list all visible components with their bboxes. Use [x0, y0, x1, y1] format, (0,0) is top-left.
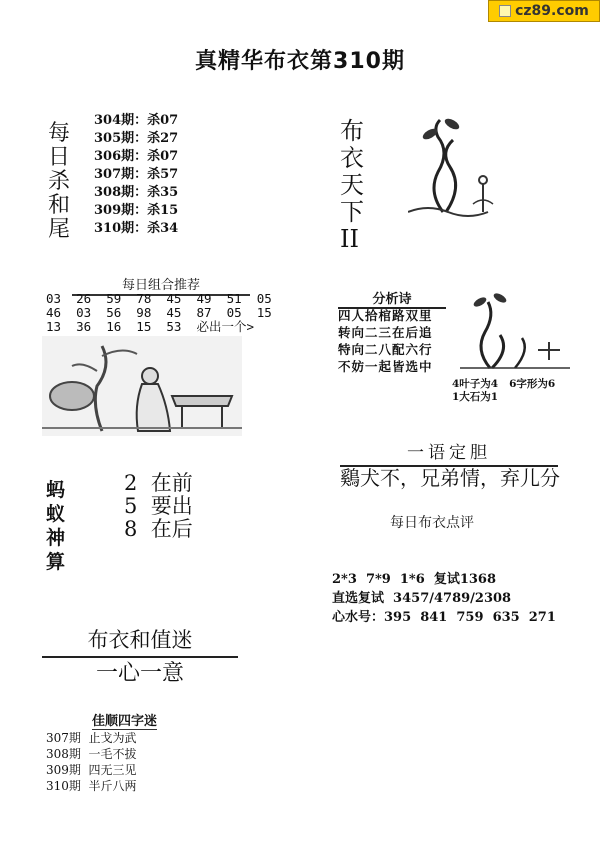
- list-item: 306期：杀07: [94, 149, 179, 164]
- poem-line: 不妨一起皆选中: [338, 359, 433, 374]
- daily-kill-label-char: 和: [48, 193, 71, 218]
- list-item: 310期：杀34: [94, 221, 179, 236]
- right-heading-char: 下: [340, 198, 364, 226]
- sprout-illustration: [408, 112, 518, 220]
- badge-square-icon: [499, 5, 511, 17]
- poem-line: 四人拾棺路双里: [338, 308, 433, 323]
- combo-line: 13 36 16 15 53 必出一个>: [46, 319, 255, 334]
- list-item: 305期：杀27: [94, 131, 179, 146]
- ant-god-picks: [124, 472, 193, 541]
- sage-illustration: [42, 336, 242, 436]
- list-item: 309期：杀15: [94, 203, 179, 218]
- right-heading: [340, 118, 364, 253]
- daily-kill-list: [94, 112, 178, 238]
- combo-title: 每日组合推荐: [72, 274, 250, 296]
- number-picks: [332, 570, 556, 627]
- ant-pick: 5 要出: [124, 494, 193, 518]
- right-heading-char: II: [340, 225, 359, 253]
- daily-kill-label: [48, 122, 70, 242]
- ant-god-label-char: 神: [46, 527, 66, 549]
- number-line: 直选复试 3457/4789/2308: [332, 591, 512, 606]
- ant-god-label-char: 蚁: [46, 503, 66, 525]
- daily-kill-label-char: 每: [48, 121, 71, 146]
- ant-god-label-char: 算: [46, 551, 66, 573]
- right-heading-char: 布: [340, 117, 364, 145]
- ant-god-label-char: 蚂: [46, 479, 66, 501]
- four-char-title: 佳顺四字迷: [92, 710, 157, 730]
- number-line: 心水号：395 841 759 635 271: [332, 610, 556, 625]
- daily-kill-label-char: 杀: [48, 169, 71, 194]
- one-phrase-text: 鷄犬不，兄弟情，弃儿分: [340, 466, 560, 490]
- poem-line: 特向二八配六行: [338, 342, 433, 357]
- poem-lines: [338, 307, 433, 375]
- sprout-illustration-2: [460, 290, 570, 374]
- four-char-list: [46, 730, 137, 794]
- list-item: 310期 半斤八两: [46, 779, 137, 793]
- motto-answer: 一心一意: [95, 661, 184, 686]
- poem-title: 分析诗: [338, 288, 446, 309]
- daily-kill-label-char: 尾: [48, 217, 71, 242]
- ant-god-label: [46, 478, 65, 574]
- motto-title: 布衣和值迷: [42, 624, 238, 658]
- page-title: 真精华布衣第310期: [195, 49, 405, 74]
- daily-kill-label-char: 日: [48, 145, 71, 170]
- ant-pick: 2 在前: [124, 471, 193, 495]
- one-phrase-title: 一语定胆: [340, 438, 558, 467]
- right-heading-char: 天: [340, 171, 364, 199]
- badge-text: cz89.com: [515, 3, 589, 19]
- combo-line: 46 03 56 98 45 87 05 15: [46, 305, 272, 320]
- combo-line: 03 26 59 78 45 49 51 05: [46, 291, 272, 306]
- list-item: 308期：杀35: [94, 185, 179, 200]
- list-item: 308期 一毛不拔: [46, 747, 137, 761]
- right-heading-char: 衣: [340, 144, 364, 172]
- review-title: 每日布衣点评: [390, 515, 474, 531]
- ant-pick: 8 在后: [124, 517, 193, 541]
- number-line: 2*3 7*9 1*6 复试1368: [332, 572, 497, 587]
- site-badge[interactable]: [488, 0, 600, 22]
- combo-numbers: [46, 292, 272, 334]
- list-item: 307期：杀57: [94, 167, 179, 182]
- poem-note: 4叶子为4 6字形为6 1大石为1: [452, 378, 556, 403]
- list-item: 307期 止戈为武: [46, 731, 137, 745]
- list-item: 309期 四无三见: [46, 763, 137, 777]
- poem-line: 转向二三在后追: [338, 325, 433, 340]
- list-item: 304期：杀07: [94, 113, 179, 128]
